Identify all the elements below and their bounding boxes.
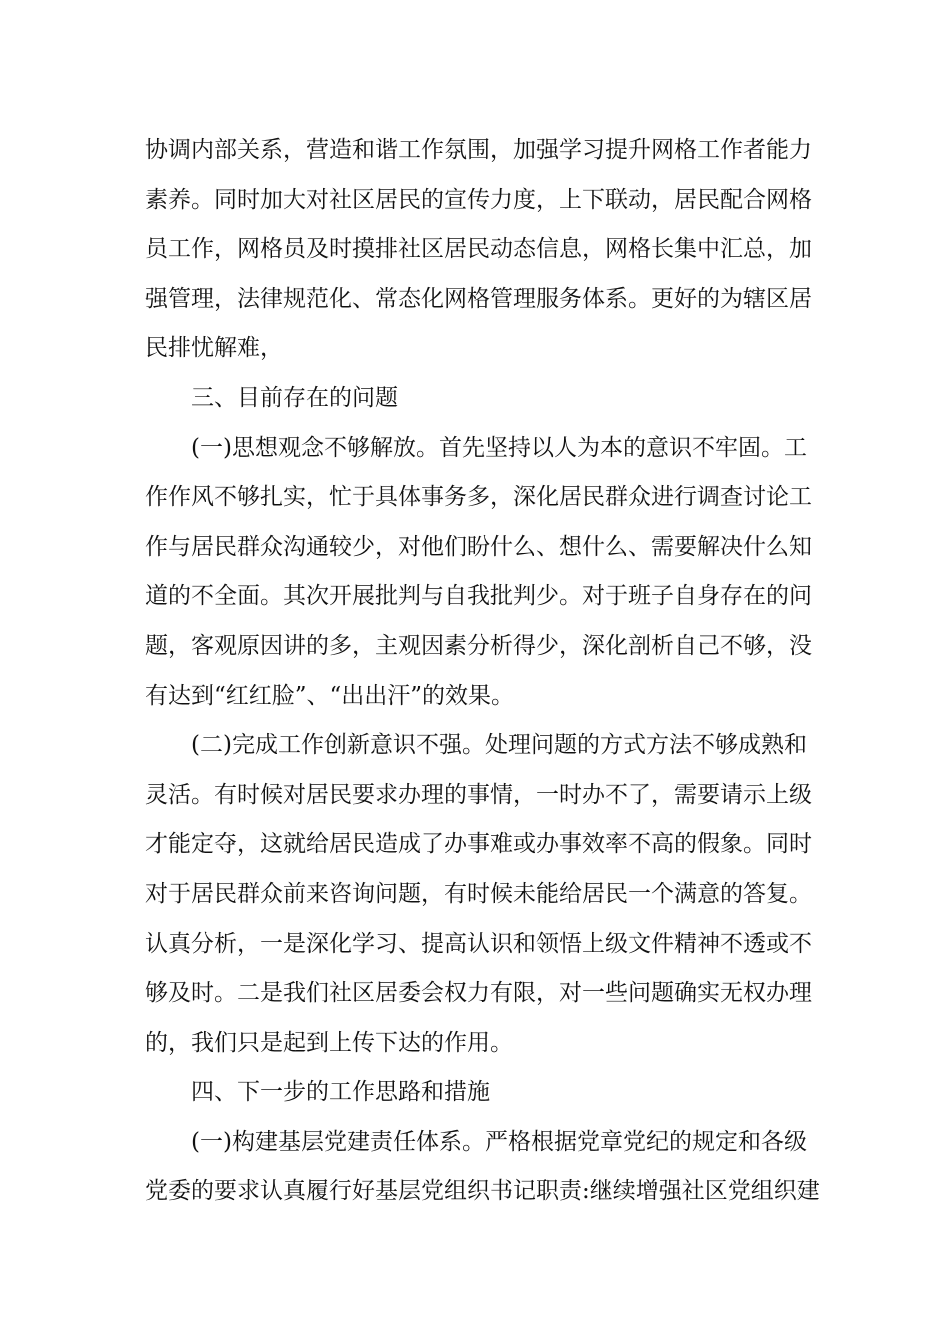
text-line: 对于居民群众前来咨询问题，有时候未能给居民一个满意的答复。 bbox=[145, 880, 812, 907]
text-line: 题，客观原因讲的多，主观因素分析得少，深化剖析自己不够，没 bbox=[145, 632, 812, 659]
text-line: 认真分析，一是深化学习、提高认识和领悟上级文件精神不透或不 bbox=[145, 930, 812, 957]
document-body bbox=[145, 126, 820, 1217]
text-line: 才能定夺，这就给居民造成了办事难或办事效率不高的假象。同时 bbox=[145, 831, 812, 858]
text-line: 作与居民群众沟通较少，对他们盼什么、想什么、需要解决什么知 bbox=[145, 533, 812, 560]
text-line: 素养。同时加大对社区居民的宣传力度，上下联动，居民配合网格 bbox=[145, 186, 812, 213]
text-line: 的，我们只是起到上传下达的作用。 bbox=[145, 1029, 513, 1056]
text-line: 作作风不够扎实，忙于具体事务多，深化居民群众进行调查讨论工 bbox=[145, 484, 812, 511]
text-line: 灵活。有时候对居民要求办理的事情，一时办不了，需要请示上级 bbox=[145, 781, 812, 808]
text-line: 协调内部关系，营造和谐工作氛围，加强学习提升网格工作者能力 bbox=[145, 137, 812, 163]
paragraph-first-line: (二)完成工作创新意识不强。处理问题的方式方法不够成熟和 bbox=[191, 732, 807, 759]
paragraph-first-line: (一)思想观念不够解放。首先坚持以人为本的意识不牢固。工 bbox=[191, 434, 807, 461]
text-line: 民排忧解难， bbox=[145, 335, 283, 362]
text-line: 有达到“红红脸”、“出出汗”的效果。 bbox=[145, 682, 515, 709]
section-heading: 四、下一步的工作思路和措施 bbox=[191, 1079, 490, 1106]
text-line: 员工作，网格员及时摸排社区居民动态信息，网格长集中汇总，加 bbox=[145, 236, 812, 263]
text-line: 党委的要求认真履行好基层党组织书记职责:继续增强社区党组织建 bbox=[145, 1178, 820, 1205]
text-line: 强管理，法律规范化、常态化网格管理服务体系。更好的为辖区居 bbox=[145, 285, 812, 312]
paragraph-first-line: (一)构建基层党建责任体系。严格根据党章党纪的规定和各级 bbox=[191, 1128, 807, 1155]
text-line: 够及时。二是我们社区居委会权力有限，对一些问题确实无权办理 bbox=[145, 980, 812, 1007]
section-heading: 三、目前存在的问题 bbox=[191, 384, 398, 411]
text-line: 道的不全面。其次开展批判与自我批判少。对于班子自身存在的问 bbox=[145, 583, 812, 610]
